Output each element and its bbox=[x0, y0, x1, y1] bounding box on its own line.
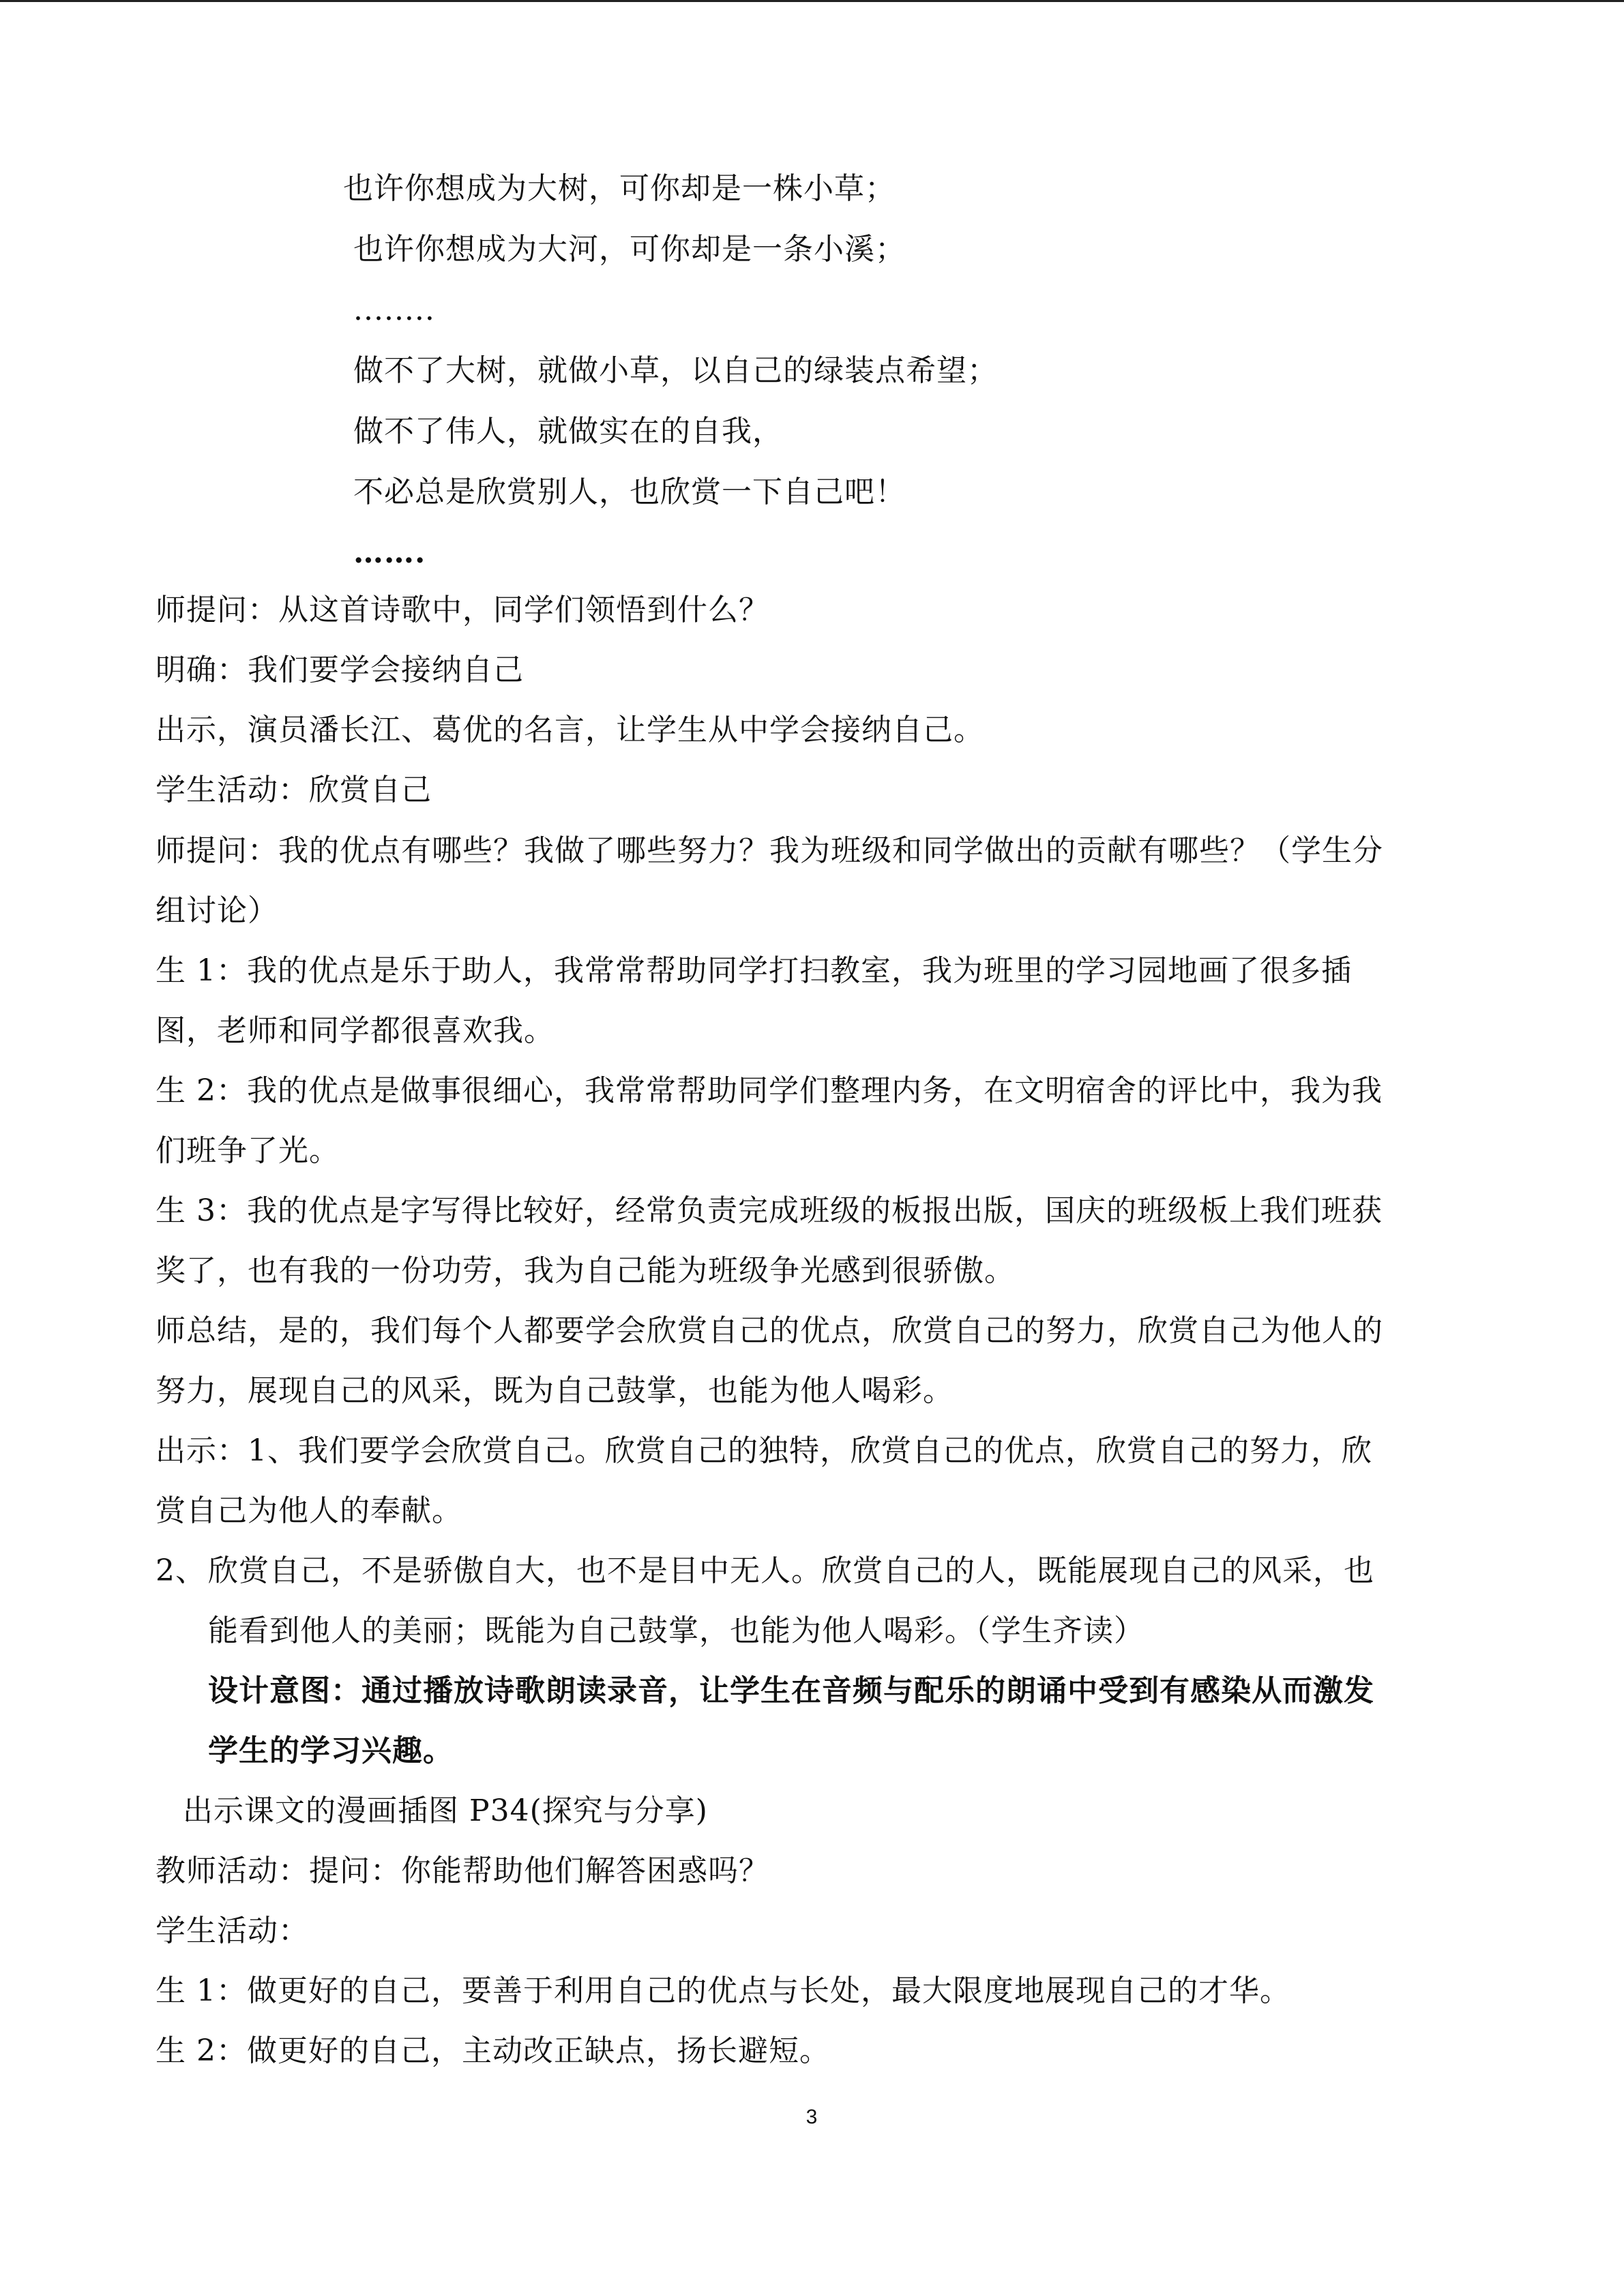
paragraph-teacher-activity: 教师活动：提问：你能帮助他们解答困惑吗？ bbox=[156, 1853, 769, 1888]
page-number: 3 bbox=[806, 2106, 818, 2128]
design-intent-line2: 学生的学习兴趣。 bbox=[208, 1733, 454, 1768]
paragraph-teacher-question-2-line1: 师提问：我的优点有哪些？我做了哪些努力？我为班级和同学做出的贡献有哪些？（学生分 bbox=[156, 833, 1383, 868]
paragraph-show-2-line1: 欣赏自己，不是骄傲自大，也不是目中无人。欣赏自己的人，既能展现自己的风采，也 bbox=[208, 1553, 1374, 1588]
paragraph-student-answer-1: 生 1：做更好的自己，要善于利用自己的优点与长处，最大限度地展现自己的才华。 bbox=[156, 1973, 1290, 2008]
paragraph-show-1-line2: 赏自己为他人的奉献。 bbox=[156, 1493, 462, 1528]
poem-line-1: 也许你想成为大树，可你却是一株小草； bbox=[343, 171, 896, 206]
design-intent-line1: 设计意图：通过播放诗歌朗读录音，让学生在音频与配乐的朗诵中受到有感染从而激发 bbox=[208, 1673, 1374, 1708]
poem-line-4: 做不了大树，就做小草，以自己的绿装点希望； bbox=[353, 353, 998, 388]
paragraph-student-1-line2: 图，老师和同学都很喜欢我。 bbox=[156, 1013, 555, 1048]
paragraph-student-activity: 学生活动：欣赏自己 bbox=[156, 773, 432, 807]
paragraph-student-answer-2: 生 2：做更好的自己，主动改正缺点，扬长避短。 bbox=[156, 2033, 830, 2068]
paragraph-clarify: 明确：我们要学会接纳自己 bbox=[156, 653, 524, 687]
paragraph-teacher-question: 师提问：从这首诗歌中，同学们领悟到什么？ bbox=[156, 593, 769, 627]
poem-line-2: 也许你想成为大河，可你却是一条小溪； bbox=[353, 232, 906, 267]
paragraph-teacher-summary-line1: 师总结，是的，我们每个人都要学会欣赏自己的优点，欣赏自己的努力，欣赏自己为他人的 bbox=[156, 1313, 1383, 1348]
paragraph-teacher-summary-line2: 努力，展现自己的风采，既为自己鼓掌，也能为他人喝彩。 bbox=[156, 1373, 954, 1408]
poem-line-5: 做不了伟人，就做实在的自我， bbox=[353, 414, 783, 449]
paragraph-student-1-line1: 生 1：我的优点是乐于助人，我常常帮助同学打扫教室，我为班里的学习园地画了很多插 bbox=[156, 953, 1352, 988]
paragraph-teacher-question-2-line2: 组讨论） bbox=[156, 893, 278, 928]
poem-line-3: ........ bbox=[353, 293, 435, 327]
poem-line-6: 不必总是欣赏别人，也欣赏一下自己吧！ bbox=[353, 475, 906, 509]
poem-line-7: ……. bbox=[353, 535, 426, 570]
paragraph-student-2-line2: 们班争了光。 bbox=[156, 1133, 340, 1168]
paragraph-student-3-line2: 奖了，也有我的一份功劳，我为自己能为班级争光感到很骄傲。 bbox=[156, 1253, 1015, 1288]
paragraph-student-activity-2: 学生活动： bbox=[156, 1913, 309, 1948]
list-number-2: 2、 bbox=[156, 1553, 206, 1588]
page-top-border bbox=[0, 0, 1624, 2]
paragraph-student-3-line1: 生 3：我的优点是字写得比较好，经常负责完成班级的板报出版，国庆的班级板上我们班获 bbox=[156, 1193, 1383, 1228]
paragraph-show-2-line2: 能看到他人的美丽；既能为自己鼓掌，也能为他人喝彩。（学生齐读） bbox=[208, 1613, 1145, 1648]
paragraph-show-1-line1: 出示：1、我们要学会欣赏自己。欣赏自己的独特，欣赏自己的优点，欣赏自己的努力，欣 bbox=[156, 1433, 1372, 1468]
paragraph-show-quotes: 出示，演员潘长江、葛优的名言，让学生从中学会接纳自己。 bbox=[156, 713, 984, 747]
paragraph-show-illustration: 出示课文的漫画插图 P34(探究与分享) bbox=[183, 1793, 708, 1828]
paragraph-student-2-line1: 生 2：我的优点是做事很细心，我常常帮助同学们整理内务，在文明宿舍的评比中，我为我 bbox=[156, 1073, 1383, 1108]
